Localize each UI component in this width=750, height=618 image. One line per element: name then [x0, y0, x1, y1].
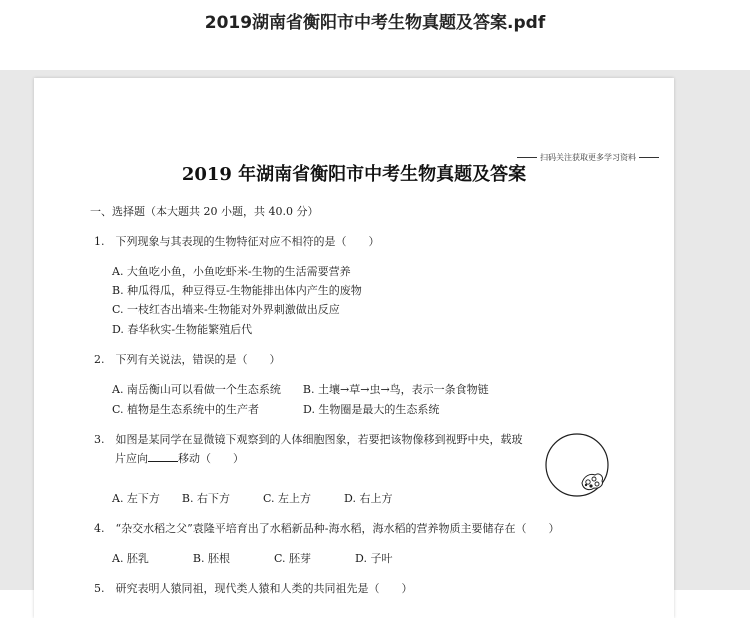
- question-3-stem-post: 移动（ ）: [178, 452, 244, 465]
- document-title: 2019 年湖南省衡阳市中考生物真题及答案: [181, 164, 527, 185]
- question-4-stem: 4. “杂交水稻之父”袁隆平培育出了水稻新品种-海水稻，海水稻的营养物质主要储存在（ ）: [94, 522, 560, 535]
- viewer-header: [0, 0, 750, 70]
- banner-rule-right: [639, 157, 659, 158]
- question-1-option-b: B. 种瓜得瓜，种豆得豆-生物能排出体内产生的废物: [112, 284, 362, 297]
- question-3-stem-line-1: 3. 如图是某同学在显微镜下观察到的人体细胞图象，若要把该物像移到视野中央，载玻: [94, 433, 523, 446]
- question-2-stem: 2. 下列有关说法，错误的是（ ）: [94, 353, 281, 366]
- question-1-option-c: C. 一枝红杏出墙来-生物能对外界刺激做出反应: [112, 303, 340, 316]
- question-2-options-ab: A. 南岳衡山可以看做一个生态系统 B. 土壤→草→虫→鸟，表示一条食物链: [112, 383, 489, 396]
- question-2-options-cd: C. 植物是生态系统中的生产者 D. 生物圈是最大的生态系统: [112, 403, 440, 416]
- banner-rule-left: [517, 157, 537, 158]
- question-3-stem-line-2: [115, 450, 244, 466]
- file-title: 2019湖南省衡阳市中考生物真题及答案.pdf: [204, 13, 546, 33]
- question-1-stem: 1. 下列现象与其表现的生物特征对应不相符的是（ ）: [94, 235, 380, 248]
- pdf-page: [34, 78, 674, 618]
- section-heading: 一、选择题（本大题共 20 小题，共 40.0 分）: [90, 205, 319, 218]
- microscope-field-image: [544, 433, 612, 501]
- banner-text: 扫码关注获取更多学习资料: [540, 153, 636, 162]
- question-4-options: A. 胚乳 B. 胚根 C. 胚芽 D. 子叶: [112, 552, 393, 565]
- question-5-stem: 5. 研究表明人猿同祖，现代类人猿和人类的共同祖先是（ ）: [94, 582, 413, 595]
- question-3-stem-pre: 片应向: [115, 452, 148, 465]
- answer-blank: [148, 452, 178, 462]
- question-3-options: A. 左下方 B. 右下方 C. 左上方 D. 右上方: [112, 492, 393, 505]
- question-1-option-a: A. 大鱼吃小鱼，小鱼吃虾米-生物的生活需要营养: [112, 265, 351, 278]
- question-1-option-d: D. 春华秋实-生物能繁殖后代: [112, 323, 253, 336]
